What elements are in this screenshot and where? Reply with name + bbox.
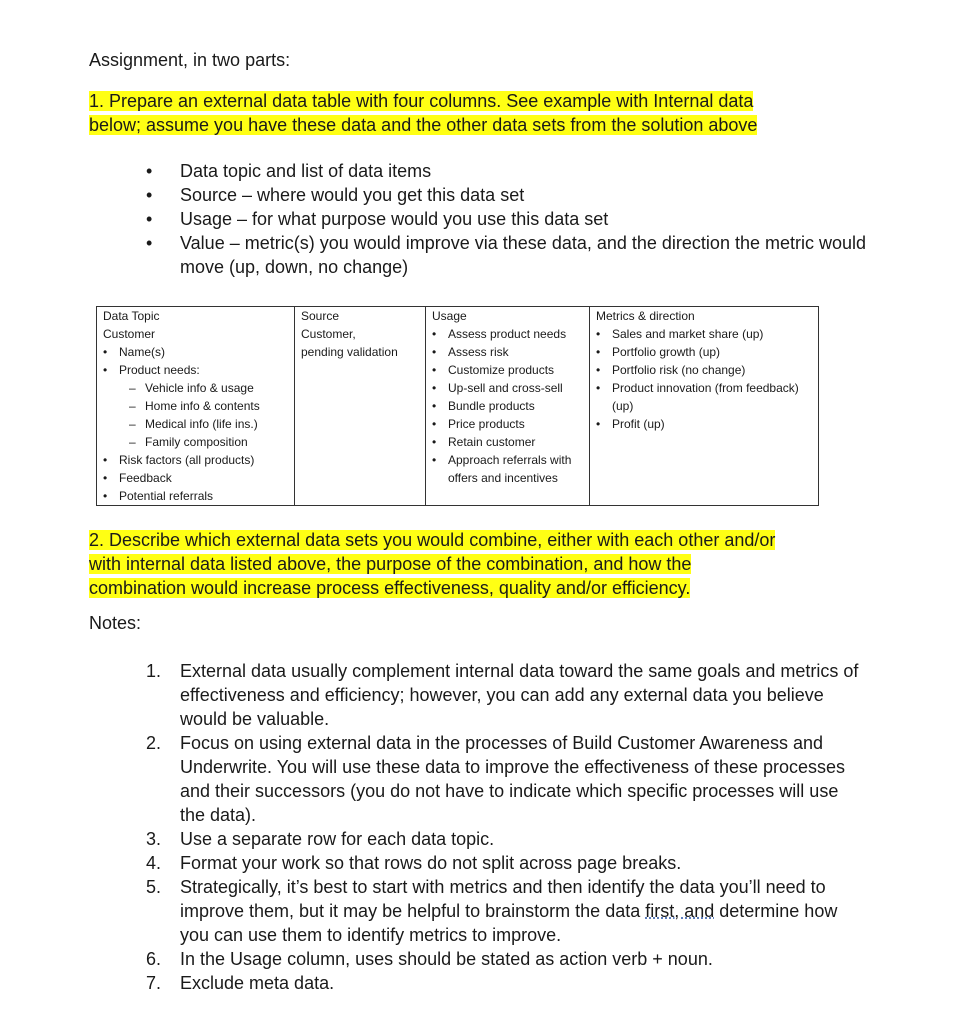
list-item: • Profit (up): [596, 415, 812, 433]
list-item: 3. Use a separate row for each data topic.: [146, 829, 495, 849]
list-item: 7. Exclude meta data.: [146, 973, 335, 993]
list-item: • Product needs: – Vehicle info & usage – Home info & contents – Medical info (life ins.) – Family composition: [103, 361, 288, 451]
data-topic-cell: [97, 325, 295, 506]
list-item: • Value – metric(s) you would improve via these data, and the direction the metric would move (up, down, no change): [146, 233, 867, 277]
bullet-icon: •: [146, 185, 153, 205]
list-item: • Name(s): [103, 343, 288, 361]
list-item: • Portfolio risk (no change): [596, 361, 812, 379]
list-item: • Usage – for what purpose would you use this data set: [146, 209, 609, 229]
spelling-flagged-link[interactable]: first, and: [645, 901, 715, 921]
header-metrics: Metrics & direction: [590, 307, 819, 326]
task-2-line-2: with internal data listed above, the purpose of the combination, and how the: [89, 554, 692, 574]
table-header-row: [97, 307, 819, 326]
list-item: – Medical info (life ins.): [129, 415, 288, 433]
task-1-line-1: 1. Prepare an external data table with four columns. See example with Internal data: [89, 91, 754, 111]
list-item: 2. Focus on using external data in the processes of Build Customer Awareness and Underwrite. You will use these data to improve the effectiveness of these processes and their successors (you do not have to indicate which specific processes will use the data).: [146, 733, 846, 825]
list-item: • Assess risk: [432, 343, 583, 361]
list-item: • Risk factors (all products): [103, 451, 288, 469]
task-2-line-1: 2. Describe which external data sets you would combine, either with each other and/or: [89, 530, 776, 550]
header-source: Source: [295, 307, 426, 326]
bullet-icon: •: [146, 209, 153, 229]
task-1-instruction: [89, 89, 757, 137]
list-item: • Portfolio growth (up): [596, 343, 812, 361]
list-item: • Approach referrals with offers and incentives: [432, 451, 583, 487]
list-item: • Product innovation (from feedback) (up): [596, 379, 812, 415]
source-cell: Customer, pending validation: [295, 325, 426, 506]
list-item: • Assess product needs: [432, 325, 583, 343]
bullet-icon: •: [146, 161, 153, 181]
assignment-intro: Assignment, in two parts:: [89, 50, 291, 70]
internal-data-example-table: [96, 306, 819, 506]
header-usage: Usage: [426, 307, 590, 326]
list-item: – Vehicle info & usage: [129, 379, 288, 397]
list-item: • Source – where would you get this data set: [146, 185, 525, 205]
list-item: • Data topic and list of data items: [146, 161, 432, 181]
list-item: 4. Format your work so that rows do not split across page breaks.: [146, 853, 682, 873]
table-row: [97, 325, 819, 506]
task-1-line-2: below; assume you have these data and the other data sets from the solution above: [89, 115, 758, 135]
list-item: – Family composition: [129, 433, 288, 451]
task-2-instruction: [89, 528, 775, 600]
bullet-icon: •: [146, 233, 153, 253]
column-description-list: [146, 159, 866, 279]
list-item: • Bundle products: [432, 397, 583, 415]
list-item: 5. Strategically, it’s best to start with metrics and then identify the data you’ll need to improve them, but it may be helpful to brainstorm the data first, and determine how you can use them to identify metrics to improve.: [146, 877, 838, 945]
notes-label: Notes:: [89, 613, 142, 633]
list-item: • Customize products: [432, 361, 583, 379]
list-item: – Home info & contents: [129, 397, 288, 415]
notes-list: [146, 659, 866, 995]
usage-cell: [426, 325, 590, 506]
task-2-line-3: combination would increase process effectiveness, quality and/or efficiency.: [89, 578, 691, 598]
topic-title: Customer: [103, 327, 156, 341]
list-item: • Price products: [432, 415, 583, 433]
list-item: • Retain customer: [432, 433, 583, 451]
list-item: • Feedback: [103, 469, 288, 487]
list-item: • Up-sell and cross-sell: [432, 379, 583, 397]
list-item: 1. External data usually complement internal data toward the same goals and metrics of effectiveness and efficiency; however, you can add any external data you believe would be valuable.: [146, 661, 859, 729]
list-item: 6. In the Usage column, uses should be stated as action verb + noun.: [146, 949, 713, 969]
metrics-cell: [590, 325, 819, 506]
list-item: • Sales and market share (up): [596, 325, 812, 343]
header-data-topic: Data Topic: [97, 307, 295, 326]
list-item: • Potential referrals: [103, 487, 288, 505]
